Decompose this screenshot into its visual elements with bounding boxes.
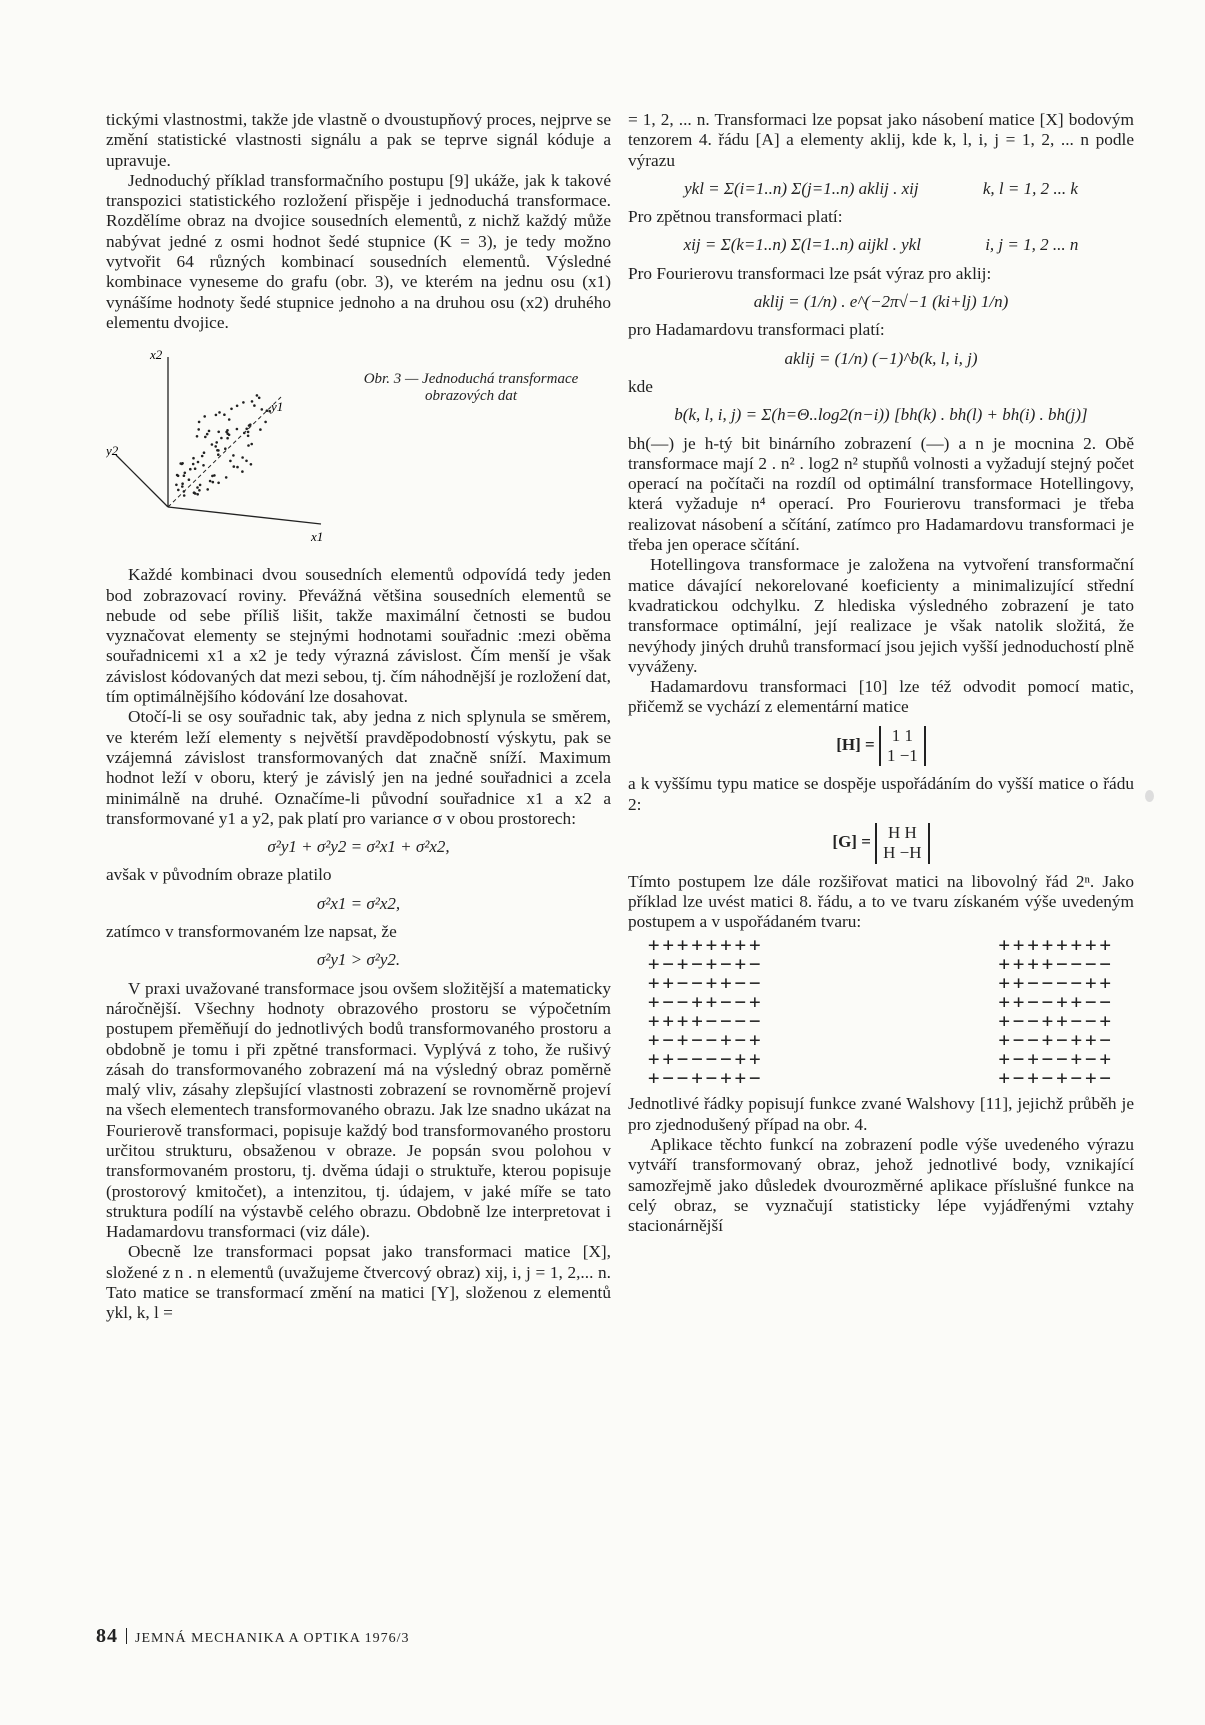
equation: σ²y1 + σ²y2 = σ²x1 + σ²x2,: [267, 837, 450, 857]
scatter-point: [216, 449, 219, 452]
sign-row: +−−+−++−: [648, 1067, 764, 1090]
sign-matrix-ordered: [998, 936, 1114, 1088]
scatter-diagram: [106, 347, 346, 547]
paragraph: = 1, 2, ... n. Transformaci lze popsat jako násobení matice [X] bodovým tenzorem 4. řádu [A] a elementy aklij, kde k, l, i, j = 1, 2, ... n podle výrazu: [628, 110, 1134, 170]
scatter-point: [201, 455, 204, 458]
paragraph: a k vyššímu typu matice se dospěje uspořádáním do vyšší matice o řádu 2:: [628, 774, 1134, 814]
equation: b(k, l, i, j) = Σ(h=Θ..log2(n−i)) [bh(k) . bh(l) + bh(i) . bh(j)]: [674, 405, 1088, 425]
scatter-point: [181, 483, 184, 486]
scatter-point: [206, 488, 209, 491]
right-column: [628, 110, 1134, 1236]
label-x1: x1: [311, 529, 324, 545]
sign-row: ++−−−−++: [648, 1048, 764, 1071]
sign-row: +−+−−+−+: [648, 1029, 764, 1052]
scatter-point: [245, 428, 248, 431]
scatter-point: [177, 489, 180, 492]
sign-row: ++++−−−−: [998, 953, 1114, 976]
scatter-point: [196, 435, 199, 438]
sign-row: ++−−−−++: [998, 972, 1114, 995]
equation-body: ykl = Σ(i=1..n) Σ(j=1..n) aklij . xij: [684, 178, 919, 198]
scatter-point: [228, 418, 231, 421]
scatter-point: [241, 471, 244, 474]
axis-y2: [116, 455, 168, 507]
scatter-point: [245, 460, 248, 463]
scatter-point: [217, 431, 220, 434]
matrix-row: 1 −1: [886, 746, 918, 766]
scatter-point: [183, 490, 186, 493]
scatter-point: [264, 421, 267, 424]
scatter-point: [196, 493, 199, 496]
scatter-point: [199, 484, 202, 487]
scatter-point: [175, 484, 178, 487]
scatter-point: [208, 430, 211, 433]
scatter-point: [189, 468, 192, 471]
paragraph: Jednoduchý příklad transformačního postupu [9] ukáže, jak k takové transpozici statistického rozložení přispěje i jednoduchá transformace. Rozdělíme obraz na dvojice sousedních elementů, z nichž každý může nabývat jedné z osmi hodnot šedé stupnice (K = 3), je tedy možno vytvořit 64 různých kombinací sousedních elementů. Výsledné kombinace vyneseme do grafu (obr. 3), ve kterém na jednu osu (x1) vynášíme hodnoty šedé stupnice jednoho a na druhou osu (x2) druhého elementu dvojice.: [106, 170, 611, 332]
equation: [628, 235, 1134, 255]
equation: aklij = (1/n) . e^(−2π√−1 (ki+lj) 1/n): [753, 292, 1009, 312]
scatter-point: [193, 492, 196, 495]
scatter-point: [243, 432, 246, 435]
scatter-point: [224, 448, 227, 451]
scatter-point: [226, 437, 229, 440]
scatter-point: [220, 437, 223, 440]
matrix-row: H −H: [883, 843, 922, 863]
scatter-point: [183, 475, 186, 478]
sign-row: ++++++++: [998, 934, 1114, 957]
sign-row: ++++++++: [648, 934, 764, 957]
label-y2: y2: [106, 443, 119, 459]
paragraph: Aplikace těchto funkcí na zobrazení podle výše uvedeného výrazu vytváří transformovaný obraz, jehož jednotlivé body, vznikající samozřejmě jako důsledek dvourozměrné aplikace příslušné funkce na celý obraz, se vyznačují statisticky lépe vyjádřenými vztahy stacionárnější: [628, 1134, 1134, 1236]
paragraph: tickými vlastnostmi, takže jde vlastně o dvoustupňový proces, nejprve se změní statistické vlastnosti signálu a pak se teprve signál kóduje a upravuje.: [106, 110, 611, 170]
scatter-point: [266, 410, 269, 413]
axis-x1: [168, 507, 321, 524]
journal-name: JEMNÁ MECHANIKA A OPTIKA 1976/3: [135, 1631, 410, 1646]
matrix-g: [628, 823, 1134, 864]
paragraph: Každé kombinaci dvou sousedních elementů odpovídá tedy jeden bod zobrazovací roviny. Převážná většina sousedních elementů se nebude od sebe příliš lišit, takže maximální četnosti se budou vyznačovat elementy se stejnými hodnotami souřadnic :mezi oběma souřadnicemi x1 a x2 je tedy výrazná závislost. Čím menší je však závislost kódovaných dat mezi sebou, tj. čím náhodnější je rozložení dat, tím optimálnějšího kódování lze dosahovat.: [106, 565, 611, 707]
scatter-point: [228, 434, 231, 437]
matrix-label: [G] =: [832, 832, 871, 852]
scatter-point: [250, 443, 253, 446]
paragraph: pro Hadamardovu transformaci platí:: [628, 320, 885, 340]
scatter-point: [181, 485, 184, 488]
equation-body: xij = Σ(k=1..n) Σ(l=1..n) aijkl . ykl: [683, 235, 921, 255]
scatter-point: [179, 462, 182, 465]
paragraph: zatímco v transformovaném lze napsat, že: [106, 922, 397, 942]
scatter-point: [261, 408, 264, 411]
paragraph: Otočí-li se osy souřadnic tak, aby jedna z nich splynula se směrem, ve kterém leží elementy s největší pravděpodobností výskytu, pak se vzájemná závislost transformovaných dat značně sníží. Maximum hodnot leží v oboru, který je závislý jen na jedné souřadnici a zcela minimálně na druhé. Označíme-li původní souřadnice x1 a x2 a transformované y1 a y2, pak platí pro variance σ v obou prostorech:: [106, 707, 611, 828]
scatter-point: [230, 408, 233, 411]
scatter-point: [209, 480, 212, 483]
paragraph: Obecně lze transformaci popsat jako transformaci matice [X], složené z n . n elementů (uvažujeme čtvercový obraz) xij, i, j = 1, 2,... n. Tato matice se transformací změní na matici [Y], složenou z elementů ykl, k, l =: [106, 1242, 611, 1323]
paragraph: bh(—) je h-tý bit binárního zobrazení (—) a n je mocnina 2. Obě transformace mají 2 . n² . log2 n² stupňů volnosti a vyžadují stejný počet operací na počítači na rozdíl od optimální transformace Hotellingovy, která vyžaduje n⁴ operací. Pro Fourierovu transformaci je třeba realizovat násobení a sčítání, zatímco pro Hadamardovu transformaci je třeba jen operace sčítání.: [628, 433, 1134, 555]
scatter-point: [184, 472, 187, 475]
matrix-label: [H] =: [836, 734, 875, 754]
scatter-point: [198, 421, 201, 424]
paragraph: Hadamardovu transformaci [10] lze též odvodit pomocí matic, přičemž se vychází z elementární matice: [628, 677, 1134, 717]
sign-matrix-natural: [648, 936, 764, 1088]
sign-row: +−+−−+−+: [998, 1048, 1114, 1071]
scatter-point: [198, 489, 201, 492]
scatter-point: [194, 468, 197, 471]
sign-row: +−+−+−+−: [648, 953, 764, 976]
scatter-point: [236, 428, 239, 431]
matrix-body: [875, 823, 929, 864]
matrix-row: H H: [887, 822, 917, 842]
equation: σ²y1 > σ²y2.: [316, 950, 401, 970]
scatter-point: [196, 486, 199, 489]
paragraph: Hotellingova transformace je založena na vytvoření transformační matice dávající nekorelované koeficienty a minimalizující střední kvadratickou odchylku. Z hlediska výsledného zobrazení je tato transformace optimální, její realizace je však natolik složitá, že nevýhody jiných druhů transformací jsou jejich vyšší jednoduchostí plně vyváženy.: [628, 555, 1134, 676]
sign-row: +−−++−−+: [998, 1010, 1114, 1033]
paragraph: avšak v původním obraze platilo: [106, 865, 332, 885]
sign-row: ++++−−−−: [648, 1010, 764, 1033]
scatter-point: [202, 464, 205, 467]
sign-row: ++−−++−−: [648, 972, 764, 995]
paragraph: kde: [628, 376, 653, 396]
footer-divider: [126, 1628, 127, 1644]
paragraph: Tímto postupem lze dále rozšiřovat matici na libovolný řád 2ⁿ. Jako příklad lze uvést matici 8. řádu, a to ve tvaru získaném výše uvedeným postupem a v uspořádaném tvaru:: [628, 871, 1134, 932]
scatter-point: [192, 463, 195, 466]
equation: σ²x1 = σ²x2,: [316, 893, 401, 913]
page-number: 84: [96, 1625, 118, 1647]
scatter-point: [197, 428, 200, 431]
scatter-point: [256, 394, 259, 397]
equation-condition: i, j = 1, 2 ... n: [985, 235, 1079, 255]
scatter-point: [212, 481, 215, 484]
scatter-point: [215, 414, 218, 417]
scatter-point: [236, 405, 239, 408]
scatter-point: [192, 457, 195, 460]
matrix-body: [879, 726, 926, 767]
label-x2: x2: [150, 347, 163, 363]
equation-condition: k, l = 1, 2 ... k: [982, 178, 1078, 198]
figure-3: [106, 347, 611, 547]
walsh-sign-matrices: [628, 932, 1134, 1094]
scatter-point: [236, 466, 239, 469]
paragraph: Pro Fourierovu transformaci lze psát výraz pro aklij:: [628, 263, 992, 283]
scatter-point: [248, 424, 251, 427]
scatter-point: [242, 401, 245, 404]
label-y1: y1: [271, 399, 284, 415]
scatter-point: [177, 475, 180, 478]
page-footer: [96, 1625, 409, 1648]
scatter-point: [215, 441, 218, 444]
scatter-point: [247, 444, 250, 447]
scatter-point: [206, 433, 209, 436]
scatter-point: [214, 445, 217, 448]
scan-speck: [1145, 790, 1154, 802]
scatter-point: [204, 436, 207, 439]
scatter-point: [233, 466, 236, 469]
scatter-point: [247, 431, 250, 434]
scatter-point: [241, 456, 244, 459]
left-column: [106, 110, 611, 1324]
scatter-point: [211, 475, 214, 478]
scatter-point: [258, 397, 261, 400]
scatter-point: [229, 460, 232, 463]
scatter-point: [250, 463, 253, 466]
scatter-point: [247, 435, 250, 438]
equation: aklij = (1/n) (−1)^b(k, l, i, j): [784, 348, 978, 368]
sign-row: ++−−++−−: [998, 991, 1114, 1014]
scatter-point: [188, 479, 191, 482]
scatter-point: [226, 429, 229, 432]
scatter-point: [217, 454, 220, 457]
scatter-point: [211, 443, 214, 446]
scatter-point: [225, 476, 228, 479]
equation: [628, 179, 1134, 199]
matrix-row: 1 1: [891, 725, 913, 745]
paragraph: V praxi uvažované transformace jsou ovšem složitější a matematicky náročnější. Všechny hodnoty obrazového prostoru se výpočetním postupem přeměňují do jednotlivých bodů transformovaného prostoru a obdobně je tomu i při zpětné transformaci. Vyplývá z toho, že rušivý zásah do transformovaného zobrazení má na výsledný obraz poměrně malý vliv, zásahy zlepšující vlastnosti zobrazení se rovnoměrně projeví na všech elementech transformovaného obrazu. Jak lze snadno ukázat na Fourierově transformaci, popisuje každý bod transformovaného prostoru určitou strukturu, obsaženou v obraze. Je popsán svou polohou v transformovaném prostoru, tj. dvěma údaji o struktuře, kterou popisuje (prostorový kmitočet), a intenzitou, tj. údajem, v jaké míře se tato struktura podílí na výstavbě celého obrazu. Obdobně lze interpretovat i Hadamardovu transformaci (viz dále).: [106, 978, 611, 1242]
scatter-point: [197, 461, 200, 464]
sign-row: +−−++−−+: [648, 991, 764, 1014]
scatter-points: [175, 394, 271, 497]
sign-row: +−−+−++−: [998, 1029, 1114, 1052]
scatter-point: [253, 405, 256, 408]
scatter-point: [223, 414, 226, 417]
paragraph: Pro zpětnou transformaci platí:: [628, 207, 843, 227]
scatter-point: [203, 415, 206, 418]
paragraph: Jednotlivé řádky popisují funkce zvané Walshovy [11], jejichž průběh je pro zjednodušený případ na obr. 4.: [628, 1094, 1134, 1134]
figure-caption: Obr. 3 — Jednoduchá transformace obrazových dat: [363, 371, 579, 405]
scatter-point: [232, 454, 235, 457]
scatter-point: [259, 429, 262, 432]
scatter-point: [217, 482, 220, 485]
scatter-point: [183, 494, 186, 497]
matrix-h: [628, 726, 1134, 767]
scatter-point: [203, 452, 206, 455]
scatter-point: [251, 400, 254, 403]
sign-row: +−+−+−+−: [998, 1067, 1114, 1090]
scatter-point: [218, 411, 221, 414]
